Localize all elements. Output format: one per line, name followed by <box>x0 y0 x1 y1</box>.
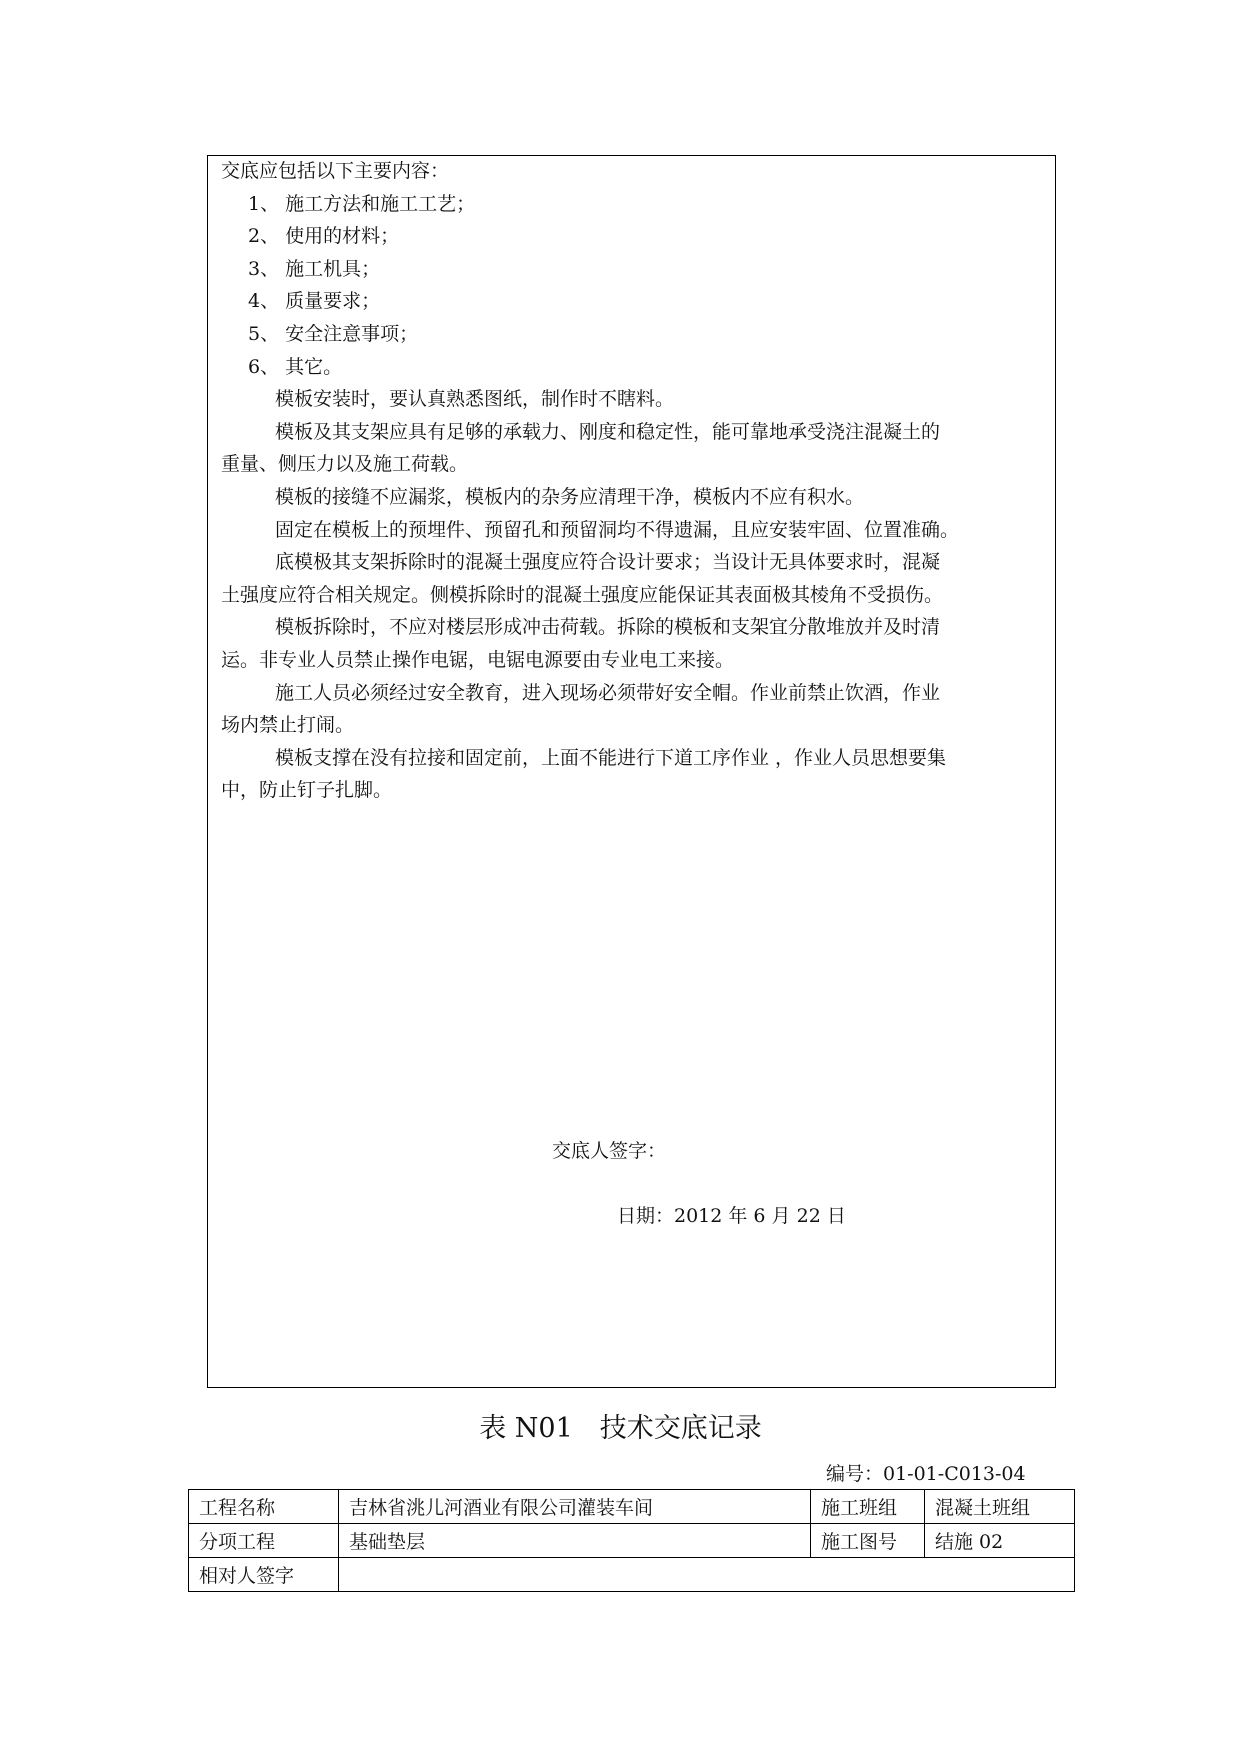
label-team: 施工班组 <box>811 1490 925 1524</box>
signature-label: 交底人签字： <box>552 1140 667 1162</box>
list-item: 5、 安全注意事项； <box>248 323 419 345</box>
intro-line: 交底应包括以下主要内容： <box>221 160 450 182</box>
paragraph-line: 模板拆除时，不应对楼层形成冲击荷载。拆除的模板和支架宜分散堆放并及时清 <box>275 616 941 638</box>
paragraph-line: 模板安装时，要认真熟悉图纸，制作时不瞎料。 <box>275 388 675 410</box>
label-drawing-no: 施工图号 <box>811 1524 925 1558</box>
label-subitem: 分项工程 <box>189 1524 339 1558</box>
info-table <box>188 1489 1075 1592</box>
list-item: 2、 使用的材料； <box>248 225 400 247</box>
paragraph-line: 施工人员必须经过安全教育，进入现场必须带好安全帽。作业前禁止饮酒，作业 <box>275 682 941 704</box>
table-row <box>189 1524 1075 1558</box>
label-signature: 相对人签字 <box>189 1558 339 1592</box>
paragraph-line: 运。非专业人员禁止操作电锯，电锯电源要由专业电工来接。 <box>221 649 735 671</box>
form-code: 编号：01-01-C013-04 <box>826 1463 1026 1485</box>
value-subitem: 基础垫层 <box>339 1524 811 1558</box>
paragraph-line: 中，防止钉子扎脚。 <box>221 779 393 801</box>
paragraph-line: 场内禁止打闹。 <box>221 714 355 736</box>
list-item: 3、 施工机具； <box>248 258 381 280</box>
value-project-name: 吉林省洮儿河酒业有限公司灌装车间 <box>339 1490 811 1524</box>
paragraph-line: 重量、侧压力以及施工荷载。 <box>221 453 469 475</box>
label-project-name: 工程名称 <box>189 1490 339 1524</box>
paragraph-line: 固定在模板上的预埋件、预留孔和预留洞均不得遗漏，且应安装牢固、位置准确。 <box>275 519 960 541</box>
list-item: 6、 其它。 <box>248 356 343 378</box>
value-drawing-no: 结施 02 <box>925 1524 1075 1558</box>
date-text: 日期：2012 年 6 月 22 日 <box>617 1205 846 1227</box>
paragraph-line: 底模极其支架拆除时的混凝土强度应符合设计要求；当设计无具体要求时，混凝 <box>275 551 941 573</box>
list-item: 4、 质量要求； <box>248 290 381 312</box>
paragraph-line: 模板及其支架应具有足够的承载力、刚度和稳定性，能可靠地承受浇注混凝土的 <box>275 421 941 443</box>
form-title: 表 N01 技术交底记录 <box>479 1413 762 1444</box>
value-signature <box>339 1558 1075 1592</box>
value-team: 混凝土班组 <box>925 1490 1075 1524</box>
list-item: 1、 施工方法和施工工艺； <box>248 193 476 215</box>
table-row <box>189 1490 1075 1524</box>
paragraph-line: 土强度应符合相关规定。侧模拆除时的混凝土强度应能保证其表面极其棱角不受损伤。 <box>221 584 944 606</box>
paragraph-line: 模板支撑在没有拉接和固定前，上面不能进行下道工序作业 ，作业人员思想要集 <box>275 747 947 769</box>
paragraph-line: 模板的接缝不应漏浆，模板内的杂务应清理干净，模板内不应有积水。 <box>275 486 865 508</box>
table-row <box>189 1558 1075 1592</box>
